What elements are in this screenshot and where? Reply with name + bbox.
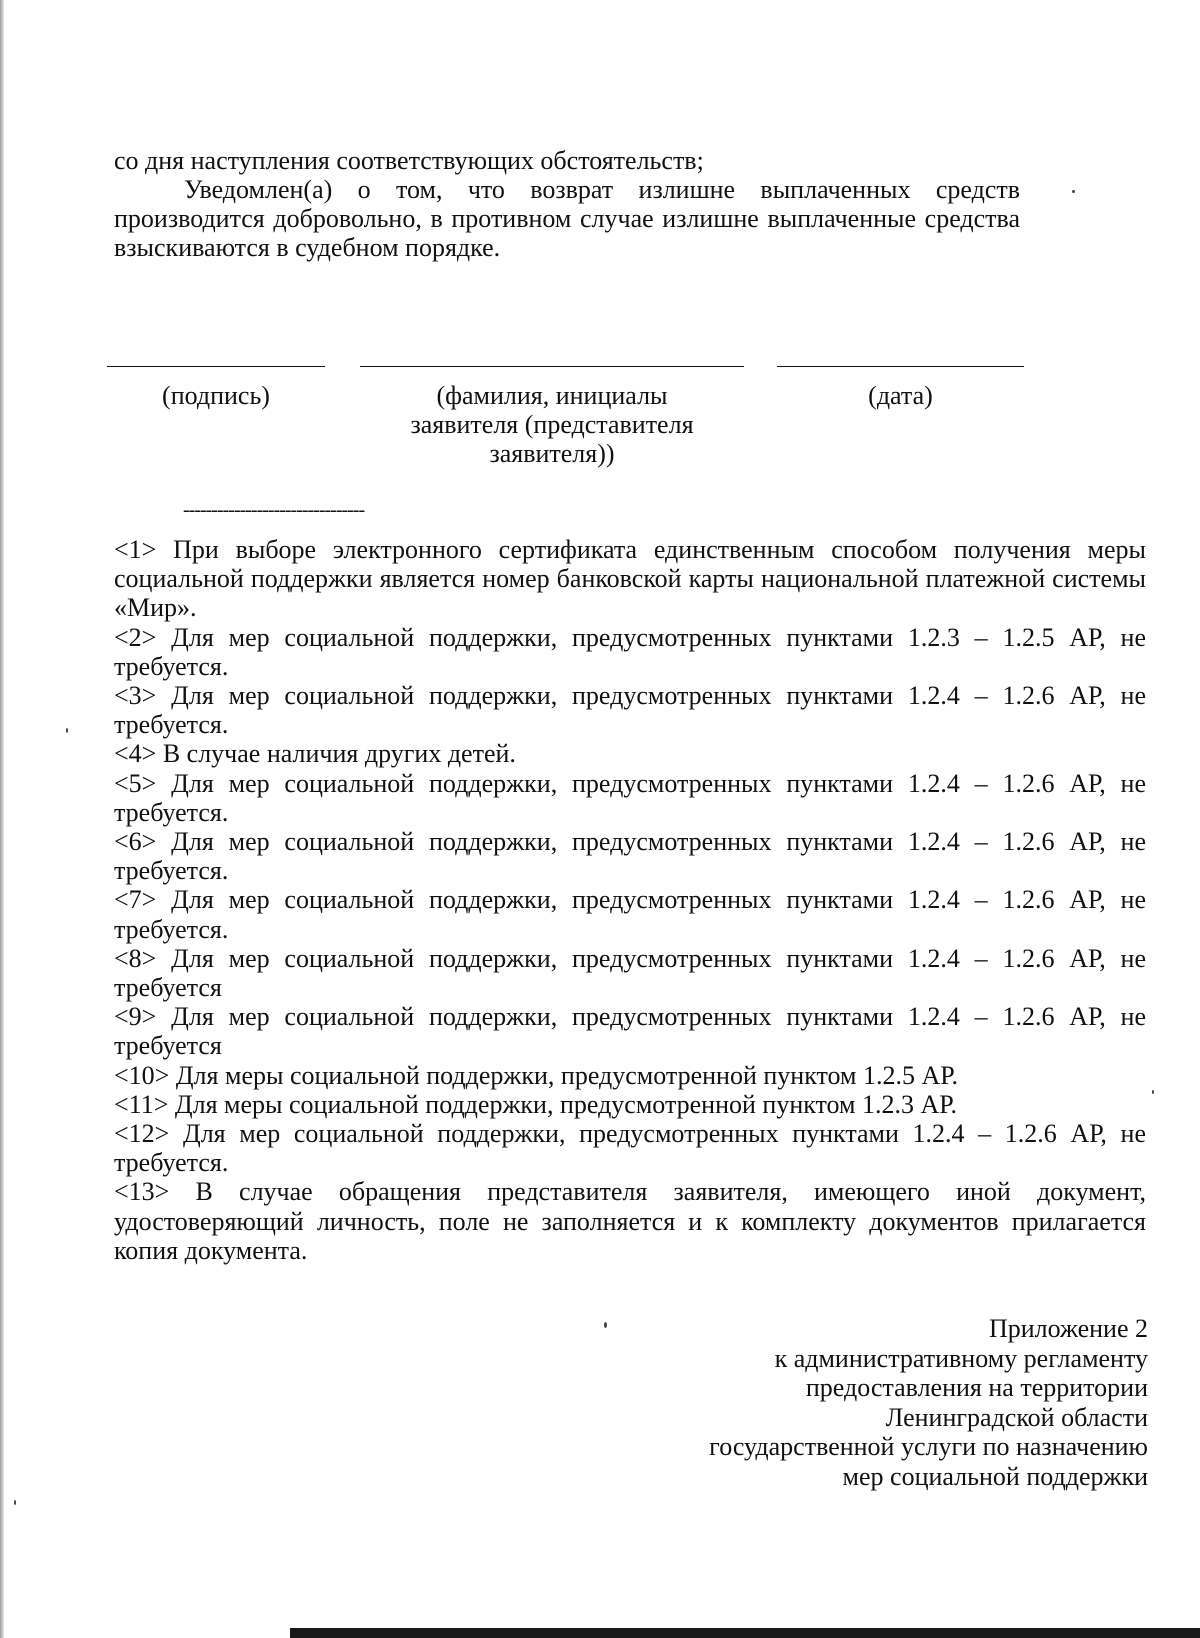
footnote-8: <8> Для мер социальной поддержки, предусмотренных пунктами 1.2.4 – 1.2.6 АР, не требуется <box>114 943 1146 1003</box>
scan-edge-left <box>0 0 4 1638</box>
signature-caption <box>107 381 325 410</box>
footnotes-list <box>114 535 1146 1265</box>
footnote-2: <2> Для мер социальной поддержки, предусмотренных пунктами 1.2.3 – 1.2.5 АР, не требуется. <box>114 622 1146 681</box>
footnote-5: <5> Для мер социальной поддержки, предусмотренных пунктами 1.2.4 – 1.2.6 АР, не требуется. <box>114 768 1146 827</box>
appendix-line-5: государственной услуги по назначению <box>709 1432 1148 1461</box>
scan-speck <box>1152 1090 1154 1094</box>
appendix-title: Приложение 2 <box>988 1314 1148 1343</box>
name-line <box>360 366 744 367</box>
scan-speck <box>14 1500 16 1505</box>
name-label-line-1: (фамилия, инициалы <box>436 381 668 410</box>
name-label-line-3: заявителя)) <box>489 439 615 468</box>
signature-label: (подпись) <box>162 381 270 410</box>
intro-line: со дня наступления соответствующих обстоятельств; <box>114 146 704 175</box>
date-line <box>777 366 1024 367</box>
appendix-line-3: предоставления на территории <box>805 1373 1148 1402</box>
scan-speck <box>604 1322 607 1328</box>
footnote-3: <3> Для мер социальной поддержки, предусмотренных пунктами 1.2.4 – 1.2.6 АР, не требуется. <box>114 681 1146 740</box>
appendix-line-4: Ленинградской области <box>885 1402 1148 1432</box>
name-label-line-2: заявителя (представителя <box>410 410 694 439</box>
date-caption <box>777 381 1024 410</box>
signature-line <box>107 366 325 367</box>
appendix-header <box>628 1314 1148 1491</box>
footnote-12: <12> Для мер социальной поддержки, предусмотренных пунктами 1.2.4 – 1.2.6 АР, не требуется. <box>114 1119 1146 1178</box>
footnote-6: <6> Для мер социальной поддержки, предусмотренных пунктами 1.2.4 – 1.2.6 АР, не требуется. <box>114 827 1146 886</box>
footnote-4: <4> В случае наличия других детей. <box>114 739 516 769</box>
scan-speck <box>66 728 68 733</box>
footnote-9: <9> Для мер социальной поддержки, предусмотренных пунктами 1.2.4 – 1.2.6 АР, не требуется <box>114 1002 1146 1061</box>
refund-notice-paragraph: Уведомлен(а) о том, что возврат излишне выплаченных средств производится добровольно, в противном случае излишне выплаченные средства взыскиваются в судебном порядке. <box>114 175 1020 262</box>
name-caption <box>360 381 744 468</box>
appendix-line-6: мер социальной поддержки <box>842 1461 1148 1491</box>
scan-edge-bottom <box>290 1628 1200 1638</box>
scan-speck <box>1072 190 1075 193</box>
footnote-1: <1> При выборе электронного сертификата единственным способом получения меры социальной поддержки является номер банковской карты национальной платежной системы «Мир». <box>114 535 1146 623</box>
footnote-separator: -------------------------------- <box>183 499 365 521</box>
appendix-line-2: к административному регламенту <box>774 1343 1148 1373</box>
date-label: (дата) <box>868 381 933 410</box>
footnote-7: <7> Для мер социальной поддержки, предусмотренных пунктами 1.2.4 – 1.2.6 АР, не требуется. <box>114 885 1146 944</box>
footnote-13: <13> В случае обращения представителя заявителя, имеющего иной документ, удостоверяющий личность, поле не заполняется и к комплекту документов прилагается копия документа. <box>114 1177 1146 1265</box>
footnote-10: <10> Для меры социальной поддержки, предусмотренной пунктом 1.2.5 АР. <box>114 1060 958 1090</box>
intro-text <box>114 146 1020 262</box>
footnote-11: <11> Для меры социальной поддержки, предусмотренной пунктом 1.2.3 АР. <box>114 1089 957 1119</box>
